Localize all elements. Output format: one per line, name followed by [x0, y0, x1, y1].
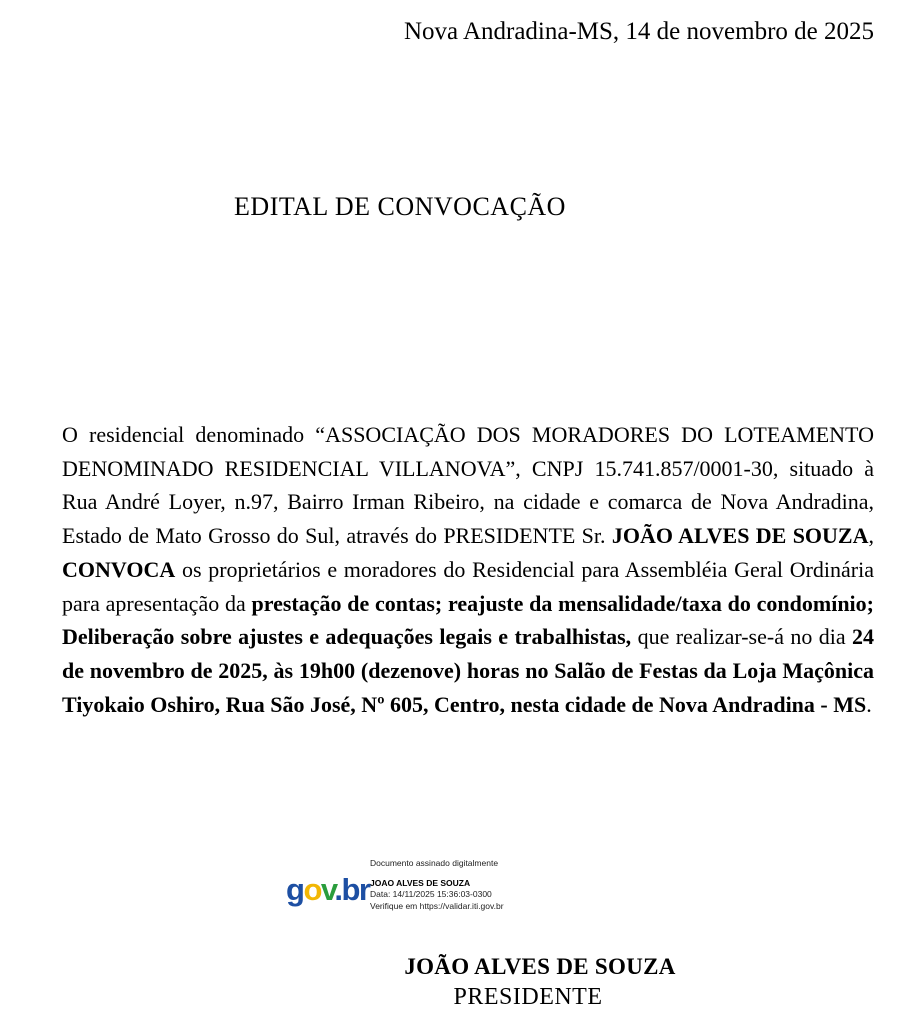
- agenda-items: prestação de contas; reajuste da mensalidade/taxa do condomínio; Deliberação sobre ajustes e adequações legais e trabalhistas,: [62, 590, 874, 650]
- body-text-part: O residencial denominado “ASSOCIAÇÃO DOS MORADORES DO LOTEAMENTO DENOMINADO RESIDENCIAL VILLANOVA”, CNPJ 15.741.857/0001-30, situado à Rua André Loyer, n.97, Bairro Irman Ribeiro, na cidade e comarca de Nova Andradina, Estado de Mato Grosso do Sul, através do PRESIDENTE Sr.: [62, 422, 874, 549]
- seal-verify: Verifique em https://validar.iti.gov.br: [370, 900, 504, 911]
- govbr-logo: gov.br: [286, 872, 370, 907]
- body-text-part: que realizar-se-á no dia: [631, 624, 852, 650]
- body-text-part: ,: [868, 523, 874, 549]
- seal-signer: JOAO ALVES DE SOUZA: [370, 877, 471, 888]
- document-title: EDITAL DE CONVOCAÇÃO: [234, 192, 566, 221]
- seal-heading: Documento assinado digitalmente: [370, 858, 499, 868]
- signatory-role: PRESIDENTE: [453, 984, 603, 1010]
- seal-text: [370, 858, 504, 912]
- meeting-date-time: 24 de novembro de 2025, às 19h00 (dezenove) horas: [62, 624, 874, 683]
- body-paragraph: [62, 418, 874, 721]
- body-text-part: .: [866, 691, 872, 717]
- meeting-location: no Salão de Festas da Loja Maçônica Tiyokaio Oshiro, Rua São José, Nº 605, Centro, nesta cidade de Nova Andradina - MS: [62, 657, 874, 717]
- body-text-part: os proprietários e moradores do Residencial para Assembléia Geral Ordinária para apresentação da: [62, 556, 874, 616]
- digital-signature-seal: [286, 858, 586, 918]
- president-name: JOÃO ALVES DE SOUZA: [611, 523, 869, 549]
- convoca-keyword: CONVOCA: [62, 556, 176, 582]
- seal-date: Data: 14/11/2025 15:36:03-0300: [370, 889, 492, 899]
- signatory-name: JOÃO ALVES DE SOUZA: [404, 954, 676, 979]
- dateline: Nova Andradina-MS, 14 de novembro de 2025: [403, 18, 874, 45]
